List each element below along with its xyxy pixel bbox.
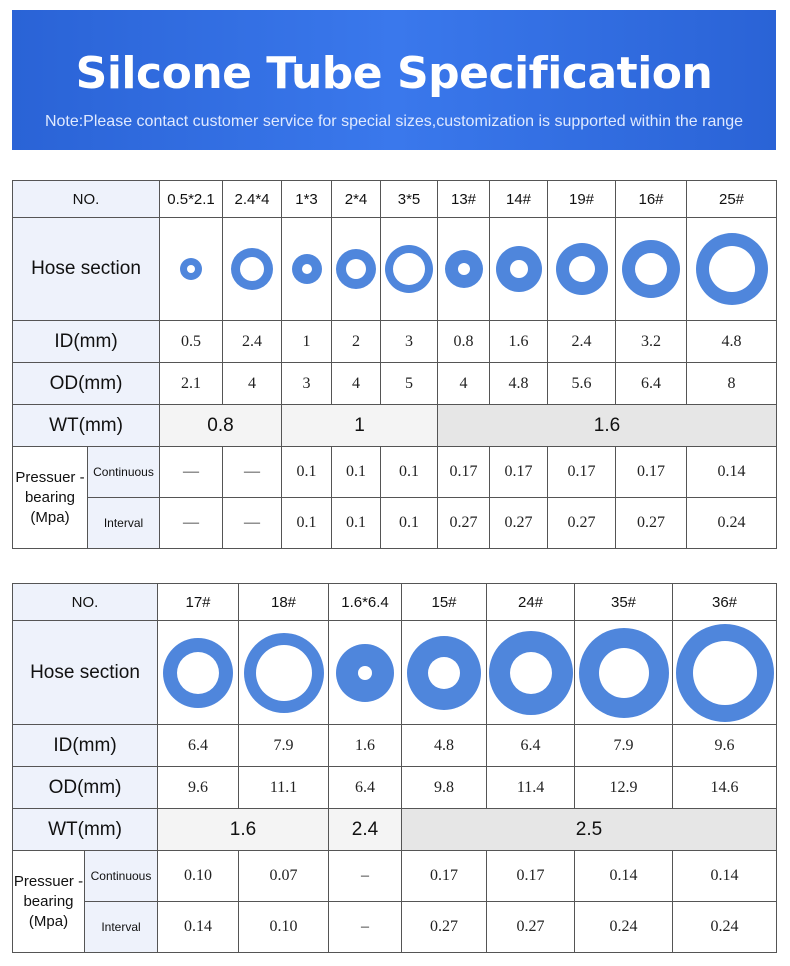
tube-cross-section-icon xyxy=(489,631,573,715)
col-no: 2*4 xyxy=(332,181,381,218)
interval-value: 0.1 xyxy=(282,498,332,549)
continuous-value: 0.17 xyxy=(616,447,687,498)
col-no: 18# xyxy=(239,584,329,621)
continuous-value: 0.07 xyxy=(239,851,329,902)
row-od xyxy=(13,363,777,405)
interval-label: Interval xyxy=(85,902,158,953)
tube-cross-section-icon xyxy=(336,249,376,289)
pressure-label: Pressuer -bearing (Mpa) xyxy=(13,851,85,953)
od-value: 9.6 xyxy=(158,767,239,809)
od-value: 12.9 xyxy=(575,767,673,809)
no-label: NO. xyxy=(13,584,158,621)
tube-cross-section-icon xyxy=(385,245,433,293)
id-value: 1 xyxy=(282,321,332,363)
col-no: 14# xyxy=(490,181,548,218)
interval-value: — xyxy=(160,498,223,549)
col-no: 0.5*2.1 xyxy=(160,181,223,218)
tube-cross-section-icon xyxy=(496,246,542,292)
continuous-value: 0.14 xyxy=(673,851,777,902)
tube-cross-section-icon xyxy=(579,628,669,718)
interval-value: 0.27 xyxy=(487,902,575,953)
col-no: 13# xyxy=(438,181,490,218)
interval-value: 0.27 xyxy=(548,498,616,549)
id-label: ID(mm) xyxy=(13,321,160,363)
wt-group: 2.5 xyxy=(402,809,777,851)
od-value: 9.8 xyxy=(402,767,487,809)
col-no: 15# xyxy=(402,584,487,621)
tube-cross-section-icon xyxy=(292,254,322,284)
id-value: 1.6 xyxy=(490,321,548,363)
hose-cell xyxy=(616,218,687,321)
od-value: 4 xyxy=(438,363,490,405)
od-value: 4.8 xyxy=(490,363,548,405)
hose-cell xyxy=(223,218,282,321)
wt-group: 1.6 xyxy=(158,809,329,851)
hose-cell xyxy=(239,621,329,725)
continuous-value: 0.14 xyxy=(575,851,673,902)
wt-group: 2.4 xyxy=(329,809,402,851)
continuous-value: 0.17 xyxy=(402,851,487,902)
id-value: 7.9 xyxy=(575,725,673,767)
continuous-value: 0.17 xyxy=(438,447,490,498)
id-label: ID(mm) xyxy=(13,725,158,767)
interval-value: 0.24 xyxy=(687,498,777,549)
row-no xyxy=(13,584,777,621)
interval-value: 0.27 xyxy=(438,498,490,549)
continuous-value: 0.17 xyxy=(487,851,575,902)
tube-cross-section-icon xyxy=(163,638,233,708)
od-value: 6.4 xyxy=(616,363,687,405)
hose-cell xyxy=(329,621,402,725)
interval-value: 0.27 xyxy=(616,498,687,549)
continuous-value: – xyxy=(329,851,402,902)
id-value: 3 xyxy=(381,321,438,363)
row-wt xyxy=(13,809,777,851)
continuous-value: 0.14 xyxy=(687,447,777,498)
col-no: 19# xyxy=(548,181,616,218)
tube-cross-section-icon xyxy=(556,243,608,295)
row-interval xyxy=(13,902,777,953)
od-value: 4 xyxy=(223,363,282,405)
row-hose-section xyxy=(13,218,777,321)
tube-cross-section-icon xyxy=(180,258,202,280)
tube-cross-section-icon xyxy=(244,633,324,713)
col-no: 25# xyxy=(687,181,777,218)
id-value: 4.8 xyxy=(402,725,487,767)
od-value: 11.4 xyxy=(487,767,575,809)
continuous-label: Continuous xyxy=(88,447,160,498)
hose-cell xyxy=(548,218,616,321)
id-value: 6.4 xyxy=(487,725,575,767)
col-no: 2.4*4 xyxy=(223,181,282,218)
row-wt xyxy=(13,405,777,447)
id-value: 3.2 xyxy=(616,321,687,363)
interval-value: 0.27 xyxy=(490,498,548,549)
wt-label: WT(mm) xyxy=(13,809,158,851)
hose-cell xyxy=(687,218,777,321)
continuous-value: 0.17 xyxy=(548,447,616,498)
id-value: 0.8 xyxy=(438,321,490,363)
hose-cell xyxy=(402,621,487,725)
row-hose-section xyxy=(13,621,777,725)
interval-value: 0.14 xyxy=(158,902,239,953)
pressure-label: Pressuer -bearing (Mpa) xyxy=(13,447,88,549)
od-value: 2.1 xyxy=(160,363,223,405)
hose-cell xyxy=(332,218,381,321)
id-value: 7.9 xyxy=(239,725,329,767)
col-no: 3*5 xyxy=(381,181,438,218)
hose-section-label: Hose section xyxy=(13,621,158,725)
row-continuous xyxy=(13,851,777,902)
spec-table-2 xyxy=(12,583,777,953)
id-value: 1.6 xyxy=(329,725,402,767)
continuous-value: 0.1 xyxy=(381,447,438,498)
interval-label: Interval xyxy=(88,498,160,549)
col-no: 24# xyxy=(487,584,575,621)
id-value: 2.4 xyxy=(223,321,282,363)
col-no: 1.6*6.4 xyxy=(329,584,402,621)
od-label: OD(mm) xyxy=(13,767,158,809)
page-title: Silcone Tube Specification xyxy=(75,48,713,99)
od-value: 8 xyxy=(687,363,777,405)
header-banner xyxy=(12,10,776,150)
id-value: 2.4 xyxy=(548,321,616,363)
interval-value: 0.1 xyxy=(381,498,438,549)
hose-cell xyxy=(490,218,548,321)
row-continuous xyxy=(13,447,777,498)
row-no xyxy=(13,181,777,218)
hose-cell xyxy=(381,218,438,321)
wt-group: 1.6 xyxy=(438,405,777,447)
no-label: NO. xyxy=(13,181,160,218)
hose-cell xyxy=(575,621,673,725)
od-value: 5.6 xyxy=(548,363,616,405)
continuous-value: 0.17 xyxy=(490,447,548,498)
wt-group: 0.8 xyxy=(160,405,282,447)
hose-cell xyxy=(438,218,490,321)
od-value: 4 xyxy=(332,363,381,405)
hose-cell xyxy=(160,218,223,321)
interval-value: 0.1 xyxy=(332,498,381,549)
col-no: 16# xyxy=(616,181,687,218)
tube-cross-section-icon xyxy=(696,233,768,305)
row-id xyxy=(13,725,777,767)
od-value: 3 xyxy=(282,363,332,405)
interval-value: – xyxy=(329,902,402,953)
wt-group: 1 xyxy=(282,405,438,447)
tube-cross-section-icon xyxy=(622,240,680,298)
row-od xyxy=(13,767,777,809)
wt-label: WT(mm) xyxy=(13,405,160,447)
continuous-value: 0.1 xyxy=(332,447,381,498)
tube-cross-section-icon xyxy=(676,624,774,722)
od-value: 14.6 xyxy=(673,767,777,809)
interval-value: 0.24 xyxy=(575,902,673,953)
od-value: 11.1 xyxy=(239,767,329,809)
tube-cross-section-icon xyxy=(445,250,483,288)
continuous-value: — xyxy=(223,447,282,498)
row-interval xyxy=(13,498,777,549)
tube-cross-section-icon xyxy=(407,636,481,710)
id-value: 6.4 xyxy=(158,725,239,767)
id-value: 4.8 xyxy=(687,321,777,363)
continuous-value: 0.1 xyxy=(282,447,332,498)
hose-cell xyxy=(673,621,777,725)
hose-cell xyxy=(282,218,332,321)
col-no: 1*3 xyxy=(282,181,332,218)
spec-table-1 xyxy=(12,180,777,549)
interval-value: 0.24 xyxy=(673,902,777,953)
od-value: 6.4 xyxy=(329,767,402,809)
hose-section-label: Hose section xyxy=(13,218,160,321)
tube-cross-section-icon xyxy=(231,248,273,290)
od-label: OD(mm) xyxy=(13,363,160,405)
continuous-value: — xyxy=(160,447,223,498)
id-value: 0.5 xyxy=(160,321,223,363)
id-value: 2 xyxy=(332,321,381,363)
col-no: 36# xyxy=(673,584,777,621)
od-value: 5 xyxy=(381,363,438,405)
row-id xyxy=(13,321,777,363)
tube-cross-section-icon xyxy=(336,644,394,702)
banner-note: Note:Please contact customer service for special sizes,customization is supported within the range xyxy=(44,113,744,130)
interval-value: — xyxy=(223,498,282,549)
hose-cell xyxy=(487,621,575,725)
interval-value: 0.10 xyxy=(239,902,329,953)
interval-value: 0.27 xyxy=(402,902,487,953)
id-value: 9.6 xyxy=(673,725,777,767)
continuous-value: 0.10 xyxy=(158,851,239,902)
col-no: 17# xyxy=(158,584,239,621)
hose-cell xyxy=(158,621,239,725)
continuous-label: Continuous xyxy=(85,851,158,902)
col-no: 35# xyxy=(575,584,673,621)
